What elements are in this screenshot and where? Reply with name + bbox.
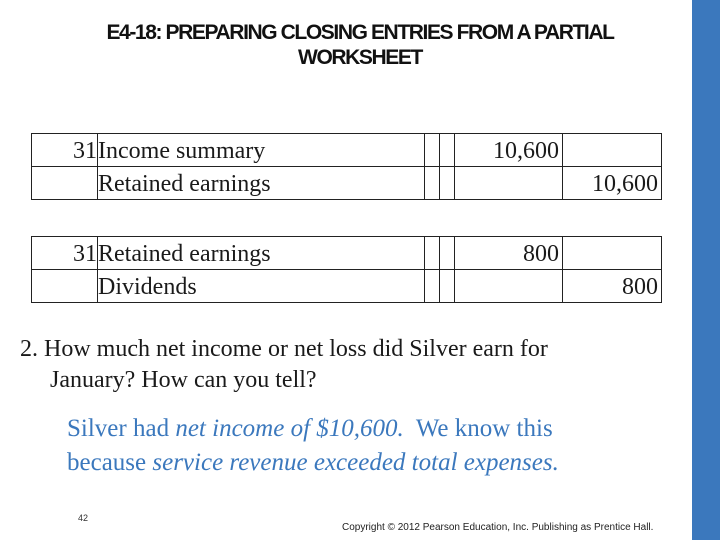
question-line-2: January? How can you tell?: [50, 367, 317, 393]
debit-amount: 10,600: [455, 134, 563, 167]
table-row: [32, 270, 662, 303]
question-line-1: 2. How much net income or net loss did Silver earn for: [20, 336, 548, 362]
question-text: [20, 334, 680, 396]
account-name: Income summary: [98, 134, 425, 167]
answer-text-plain: We know this: [403, 415, 553, 442]
answer-text-plain: Silver had: [67, 415, 176, 442]
ref-cell: [425, 237, 440, 270]
credit-amount: [563, 134, 662, 167]
entry-date: [32, 270, 98, 303]
credit-amount: 800: [563, 270, 662, 303]
account-name: Retained earnings: [98, 237, 425, 270]
page-number: 42: [78, 513, 89, 523]
debit-amount: 800: [455, 237, 563, 270]
credit-amount: 10,600: [563, 167, 662, 200]
answer-text-emphasis: service revenue exceeded total expenses.: [152, 449, 559, 476]
debit-amount: [455, 270, 563, 303]
entry-date: 31: [32, 237, 98, 270]
table-row: [32, 237, 662, 270]
table-row: [32, 167, 662, 200]
answer-line-2: [67, 446, 687, 480]
answer-line-1: [67, 412, 687, 446]
journal-entry-2: [31, 236, 662, 303]
answer-text-emphasis: net income of $10,600.: [175, 415, 404, 442]
credit-amount: [563, 237, 662, 270]
slide-title: [40, 20, 680, 70]
ref-cell: [440, 167, 455, 200]
ref-cell: [425, 134, 440, 167]
answer-text-plain: because: [67, 449, 153, 476]
journal-entry-1: [31, 133, 662, 200]
table-row: [32, 134, 662, 167]
ref-cell: [440, 134, 455, 167]
copyright-notice: Copyright © 2012 Pearson Education, Inc. Publishing as Prentice Hall.: [342, 522, 654, 533]
ref-cell: [425, 167, 440, 200]
accent-sidebar: [692, 0, 720, 540]
account-name: Retained earnings: [98, 167, 425, 200]
ref-cell: [440, 270, 455, 303]
entry-date: 31: [32, 134, 98, 167]
title-line-1: E4-18: PREPARING CLOSING ENTRIES FROM A PARTIAL: [106, 21, 614, 44]
debit-amount: [455, 167, 563, 200]
title-line-2: WORKSHEET: [298, 46, 422, 69]
account-name: Dividends: [98, 270, 425, 303]
ref-cell: [425, 270, 440, 303]
answer-text: [67, 412, 687, 480]
entry-date: [32, 167, 98, 200]
ref-cell: [440, 237, 455, 270]
